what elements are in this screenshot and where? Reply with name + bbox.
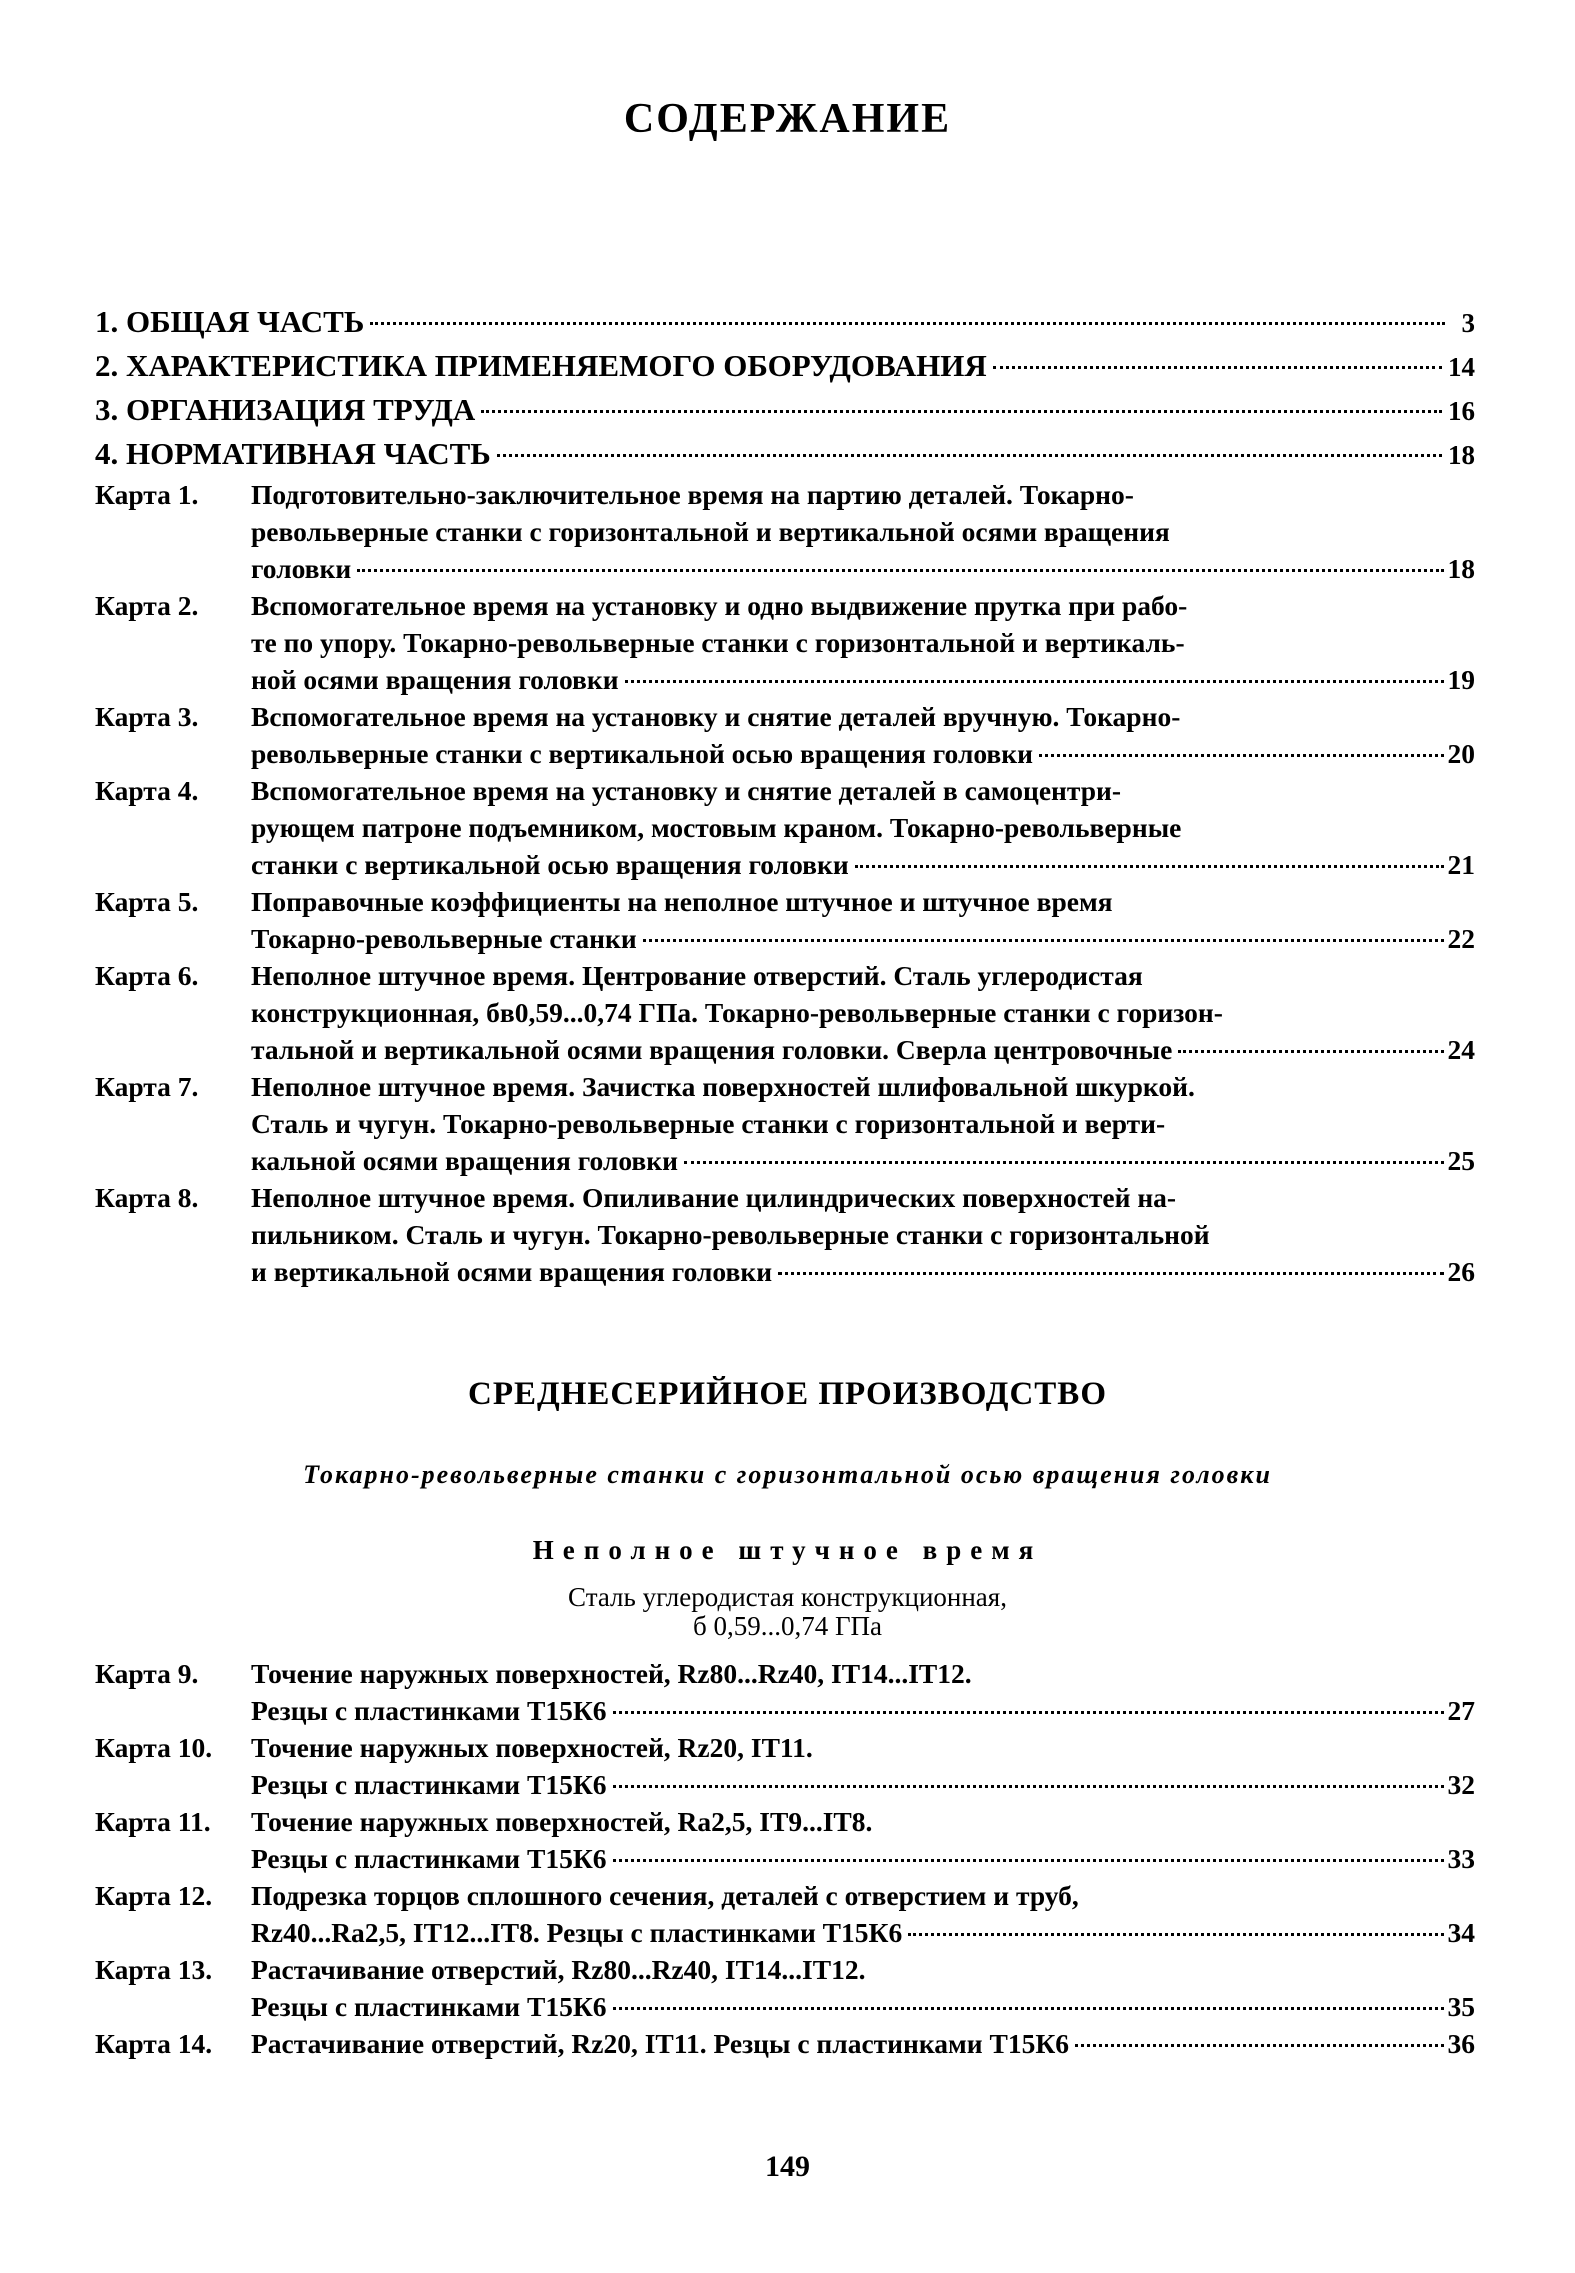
toc-card-line (251, 1655, 1475, 1692)
leader-dots (908, 1933, 1443, 1936)
toc-page-number: 35 (1447, 1991, 1475, 2022)
toc-card-text (251, 1803, 1475, 1877)
toc-card-line (251, 513, 1475, 550)
toc-card-line-text: тальной и вертикальной осями вращения головки. Сверла центровочные (251, 1034, 1173, 1065)
toc-card-entry[interactable] (95, 1951, 1475, 2025)
toc-card-text (251, 1068, 1475, 1179)
toc-card-text (251, 1179, 1475, 1290)
leader-dots (613, 1859, 1444, 1862)
toc-page-number: 18 (1447, 553, 1475, 584)
toc-section-title: 1. ОБЩАЯ ЧАСТЬ (95, 304, 365, 339)
material-line-2: б 0,59...0,74 ГПа (692, 1611, 883, 1641)
toc-card-label: Карта 9. (95, 1658, 199, 1689)
toc-page-number: 16 (1448, 396, 1475, 426)
toc-card-line-text: Неполное штучное время. Центрование отверстий. Сталь углеродистая (251, 960, 1143, 991)
toc-section-title: 3. ОРГАНИЗАЦИЯ ТРУДА (95, 392, 476, 427)
toc-page-number: 22 (1447, 923, 1475, 954)
toc-card-text (251, 698, 1475, 772)
toc-card-entry[interactable] (95, 476, 1475, 587)
leader-dots (855, 865, 1444, 868)
leader-dots (1075, 2044, 1443, 2047)
leader-dots (625, 680, 1444, 683)
toc-card-line (251, 1068, 1475, 1105)
toc-page-number: 14 (1448, 352, 1475, 382)
toc-card-line (251, 1729, 1475, 1766)
toc-section-entry[interactable] (95, 300, 1475, 344)
toc-card-line (251, 994, 1475, 1031)
toc-card-line (251, 624, 1475, 661)
toc-card-text (251, 476, 1475, 587)
toc-section-entry[interactable] (95, 344, 1475, 388)
toc-section-title: 4. НОРМАТИВНАЯ ЧАСТЬ (95, 436, 491, 471)
toc-card-text (251, 1729, 1475, 1803)
toc-card-line-text: станки с вертикальной осью вращения головки (251, 849, 849, 880)
toc-card-line-text: Точение наружных поверхностей, Rz80...Rz40, IT14...IT12. (251, 1658, 972, 1689)
toc-card-line-text: Вспомогательное время на установку и снятие деталей в самоцентри- (251, 775, 1122, 806)
material-note (0, 1583, 1575, 1641)
toc-card-line (251, 1179, 1475, 1216)
toc-page-number: 25 (1447, 1145, 1475, 1176)
toc-card-entry[interactable] (95, 698, 1475, 772)
toc-card-text (251, 772, 1475, 883)
toc-card-entry[interactable] (95, 1729, 1475, 1803)
toc-page-number: 33 (1447, 1843, 1475, 1874)
toc-card-line (251, 809, 1475, 846)
toc-card-text (251, 587, 1475, 698)
toc-page-number: 20 (1447, 738, 1475, 769)
toc-card-line (251, 772, 1475, 809)
page-title: СОДЕРЖАНИЕ (623, 96, 952, 142)
toc-card-label: Карта 12. (95, 1880, 213, 1911)
toc-card-line-text: Неполное штучное время. Зачистка поверхностей шлифовальной шкуркой. (251, 1071, 1195, 1102)
toc-card-entry[interactable] (95, 1655, 1475, 1729)
section-heading: СРЕДНЕСЕРИЙНОЕ ПРОИЗВОДСТВО (468, 1376, 1107, 1412)
toc-card-text (251, 2025, 1475, 2062)
toc-card-line (251, 1253, 1475, 1290)
toc-card-entry[interactable] (95, 2025, 1475, 2062)
toc-page-number: 32 (1447, 1769, 1475, 1800)
subsubheading: Неполное штучное время (532, 1535, 1043, 1565)
toc-card-entry[interactable] (95, 1179, 1475, 1290)
toc-card-line-text: головки (251, 553, 352, 584)
leader-dots (778, 1272, 1443, 1275)
toc-card-line-text: револьверные станки с горизонтальной и вертикальной осями вращения (251, 516, 1170, 547)
leader-dots (370, 322, 1445, 325)
toc-card-line (251, 883, 1475, 920)
leader-dots (1039, 754, 1444, 757)
toc-card-line-text: Точение наружных поверхностей, Rz20, IT11. (251, 1732, 813, 1763)
toc-card-label: Карта 3. (95, 701, 199, 732)
leader-dots (613, 1785, 1444, 1788)
toc-card-label: Карта 8. (95, 1182, 199, 1213)
toc-card-line (251, 1216, 1475, 1253)
toc-card-label: Карта 10. (95, 1732, 213, 1763)
toc-page-number: 24 (1447, 1034, 1475, 1065)
toc-card-line (251, 1803, 1475, 1840)
leader-dots (613, 2007, 1444, 2010)
toc-card-line (251, 1877, 1475, 1914)
toc-card-label: Карта 11. (95, 1806, 211, 1837)
toc-second (95, 1655, 1475, 2062)
toc-card-label: Карта 2. (95, 590, 199, 621)
toc-main (95, 300, 1475, 1290)
page-number: 149 (765, 2150, 810, 2183)
toc-card-label: Карта 6. (95, 960, 199, 991)
toc-card-line (251, 698, 1475, 735)
toc-page-number: 21 (1447, 849, 1475, 880)
toc-card-line (251, 846, 1475, 883)
toc-card-line (251, 1105, 1475, 1142)
toc-card-line (251, 735, 1475, 772)
toc-card-label: Карта 4. (95, 775, 199, 806)
toc-card-label: Карта 14. (95, 2028, 213, 2059)
toc-section-entry[interactable] (95, 432, 1475, 476)
toc-card-line (251, 661, 1475, 698)
toc-card-line (251, 1031, 1475, 1068)
toc-card-line-text: Rz40...Ra2,5, IT12...IT8. Резцы с пластинками Т15К6 (251, 1917, 903, 1948)
toc-card-line-text: Резцы с пластинками Т15К6 (251, 1769, 607, 1800)
toc-card-line-text: кальной осями вращения головки (251, 1145, 678, 1176)
toc-card-line-text: Вспомогательное время на установку и одно выдвижение прутка при рабо- (251, 590, 1188, 621)
toc-card-entry[interactable] (95, 957, 1475, 1068)
toc-card-line (251, 1951, 1475, 1988)
toc-card-label: Карта 7. (95, 1071, 199, 1102)
toc-card-line-text: рующем патроне подъемником, мостовым краном. Токарно-револьверные (251, 812, 1182, 843)
toc-card-text (251, 1951, 1475, 2025)
toc-card-label: Карта 5. (95, 886, 199, 917)
toc-card-line (251, 1988, 1475, 2025)
toc-card-line (251, 1692, 1475, 1729)
material-line-1: Сталь углеродистая конструкционная, (568, 1582, 1007, 1612)
toc-card-line-text: Поправочные коэффициенты на неполное штучное и штучное время (251, 886, 1113, 917)
toc-page-number: 36 (1447, 2028, 1475, 2059)
toc-card-line-text: Резцы с пластинками Т15К6 (251, 1991, 607, 2022)
toc-page-number: 27 (1447, 1695, 1475, 1726)
toc-page-number: 26 (1447, 1256, 1475, 1287)
toc-card-entry[interactable] (95, 1803, 1475, 1877)
toc-section-title: 2. ХАРАКТЕРИСТИКА ПРИМЕНЯЕМОГО ОБОРУДОВАНИЯ (95, 348, 987, 383)
toc-section-entry[interactable] (95, 388, 1475, 432)
toc-card-line-text: Подготовительно-заключительное время на партию деталей. Токарно- (251, 479, 1134, 510)
toc-sections (95, 300, 1475, 476)
toc-card-text (251, 957, 1475, 1068)
toc-card-line (251, 1914, 1475, 1951)
toc-card-entry[interactable] (95, 1068, 1475, 1179)
toc-card-entry[interactable] (95, 1877, 1475, 1951)
leader-dots (993, 366, 1442, 369)
leader-dots (1178, 1050, 1443, 1053)
toc-card-label: Карта 1. (95, 479, 199, 510)
toc-card-line-text: пильником. Сталь и чугун. Токарно-револьверные станки с горизонтальной (251, 1219, 1210, 1250)
toc-card-line-text: револьверные станки с вертикальной осью вращения головки (251, 738, 1033, 769)
toc-card-line (251, 1840, 1475, 1877)
toc-card-line-text: и вертикальной осями вращения головки (251, 1256, 773, 1287)
leader-dots (613, 1711, 1444, 1714)
toc-cards-second (95, 1655, 1475, 2062)
toc-card-line-text: ной осями вращения головки (251, 664, 619, 695)
toc-card-line-text: Неполное штучное время. Опиливание цилиндрических поверхностей на- (251, 1182, 1177, 1213)
toc-card-line-text: Вспомогательное время на установку и снятие деталей вручную. Токарно- (251, 701, 1181, 732)
toc-card-line-text: Токарно-револьверные станки (251, 923, 637, 954)
toc-card-line (251, 2025, 1475, 2062)
toc-page-number: 3 (1461, 308, 1475, 338)
toc-card-entry[interactable] (95, 772, 1475, 883)
toc-card-line-text: Резцы с пластинками Т15К6 (251, 1695, 607, 1726)
toc-card-line (251, 587, 1475, 624)
toc-cards-main (95, 476, 1475, 1290)
toc-page-number: 19 (1447, 664, 1475, 695)
leader-dots (643, 939, 1444, 942)
toc-card-line-text: те по упору. Токарно-револьверные станки с горизонтальной и вертикаль- (251, 627, 1185, 658)
toc-card-line (251, 1142, 1475, 1179)
toc-page-number: 18 (1448, 440, 1475, 470)
toc-card-line-text: Резцы с пластинками Т15К6 (251, 1843, 607, 1874)
toc-card-line (251, 1766, 1475, 1803)
toc-card-text (251, 1655, 1475, 1729)
toc-card-line-text: конструкционная, бв0,59...0,74 ГПа. Токарно-револьверные станки с горизон- (251, 997, 1223, 1028)
leader-dots (497, 454, 1442, 457)
toc-page-number: 34 (1447, 1917, 1475, 1948)
toc-card-label: Карта 13. (95, 1954, 213, 1985)
leader-dots (357, 569, 1443, 572)
toc-card-line-text: Сталь и чугун. Токарно-револьверные станки с горизонтальной и верти- (251, 1108, 1166, 1139)
toc-card-entry[interactable] (95, 587, 1475, 698)
toc-card-line (251, 550, 1475, 587)
toc-card-line-text: Точение наружных поверхностей, Ra2,5, IT9...IT8. (251, 1806, 873, 1837)
toc-card-text (251, 883, 1475, 957)
toc-card-entry[interactable] (95, 883, 1475, 957)
toc-card-text (251, 1877, 1475, 1951)
toc-card-line-text: Подрезка торцов сплошного сечения, деталей с отверстием и труб, (251, 1880, 1079, 1911)
toc-card-line-text: Растачивание отверстий, Rz80...Rz40, IT14...IT12. (251, 1954, 866, 1985)
toc-card-line (251, 476, 1475, 513)
toc-card-line (251, 957, 1475, 994)
leader-dots (684, 1161, 1444, 1164)
subheading: Токарно-револьверные станки с горизонтальной осью вращения головки (303, 1460, 1272, 1489)
toc-card-line-text: Растачивание отверстий, Rz20, IT11. Резцы с пластинками Т15К6 (251, 2028, 1070, 2059)
toc-card-line (251, 920, 1475, 957)
leader-dots (481, 410, 1442, 413)
